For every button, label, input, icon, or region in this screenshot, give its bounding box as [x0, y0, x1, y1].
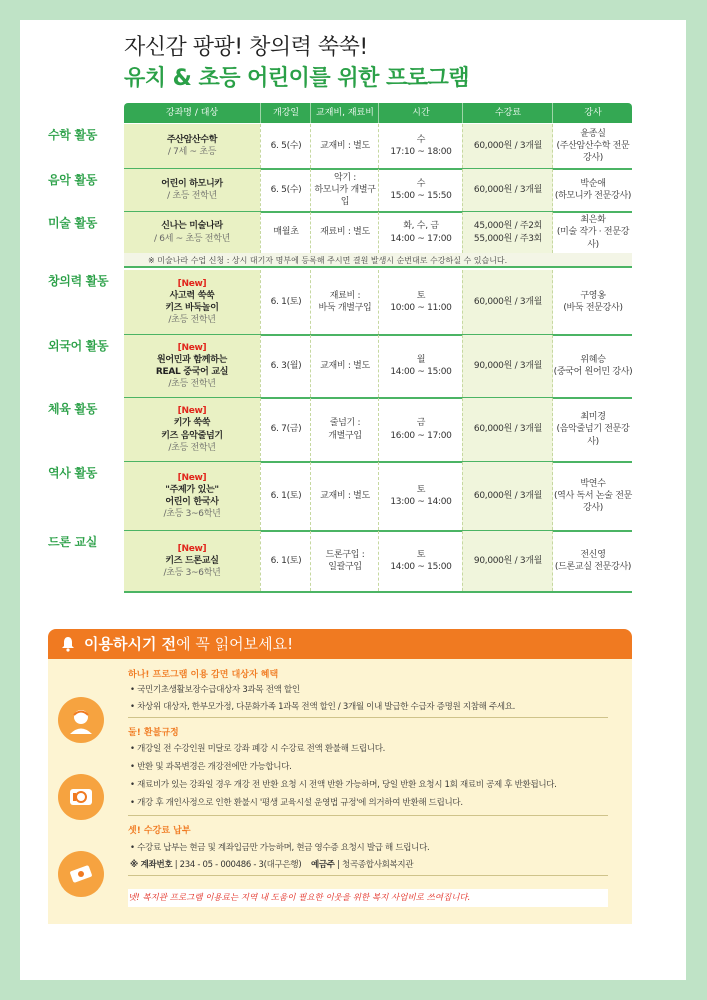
section2-item: • 반환 및 과목변경은 개강전에만 가능합니다.: [130, 762, 292, 772]
material-text: 재료비 : 별도: [320, 227, 370, 238]
section3-item: • 수강료 납부는 현금 및 계좌입금만 가능하며, 현금 영수증 요청시 발급 해 드립니다.: [130, 843, 430, 853]
money-icon: [58, 851, 104, 897]
start-cell: [260, 462, 311, 530]
teacher-text: (역사 독서 논술 전문강사): [553, 490, 633, 514]
category-label: 미술 활동: [48, 216, 98, 230]
teacher-cell: [552, 462, 633, 530]
time-cell: [378, 398, 463, 461]
header-name: 강좌명 / 대상: [165, 108, 219, 118]
teacher-text: (드론교실 전문강사): [554, 562, 632, 572]
fee-text: 90,000원 / 3개월: [473, 360, 543, 371]
course-cell: [124, 124, 260, 168]
fee-text: 45,000원 / 주2회: [473, 221, 543, 232]
fee-text: 60,000원 / 3개월: [473, 184, 543, 195]
divider: [128, 717, 608, 718]
new_badge-text: [New]: [177, 342, 207, 353]
name-text: 키즈 바둑놀이: [165, 303, 219, 313]
table-row: [124, 270, 632, 336]
category-label: 수학 활동: [48, 128, 98, 142]
name-text: 사고력 쑥쑥: [169, 290, 215, 301]
material-text: 교재비 : 별도: [320, 360, 370, 371]
category-label: 체육 활동: [48, 402, 98, 416]
category-label: 드론 교실: [48, 535, 98, 549]
teacher-text: (주산암산수학 전문강사): [556, 140, 630, 164]
name-text: 신나는 미술나라: [161, 221, 223, 232]
material-text: 개별구입: [328, 430, 362, 441]
table-row: [124, 169, 632, 213]
teacher-text: 최미경: [580, 412, 606, 423]
time-text: 17:10 ~ 18:00: [390, 147, 452, 157]
course-cell: [124, 335, 260, 397]
section1-item: • 차상위 대상자, 한부모가정, 다문화가족 1과목 전액 할인 / 3개월 이내 발급한 수급자 증명원 지참해 주세요.: [130, 702, 516, 712]
new_badge-text: [New]: [177, 278, 207, 289]
teacher-cell: [552, 124, 633, 168]
start-cell: [260, 124, 311, 168]
target-text: /초등 전학년: [168, 315, 216, 326]
start-cell: [260, 335, 311, 397]
target-text: /초등 전학년: [168, 442, 216, 453]
teacher-cell: [552, 335, 633, 397]
material-cell: [310, 398, 379, 461]
teacher-text: (중국어 원어민 강사): [553, 367, 633, 377]
section2-heading: 둘! 환불규정: [128, 728, 179, 738]
fee-cell: [462, 212, 553, 253]
time-text: 14:00 ~ 17:00: [390, 233, 452, 244]
category-label: 창의력 활동: [48, 274, 109, 288]
time-cell: [378, 335, 463, 397]
material-text: 일괄구입: [328, 562, 362, 572]
fee-cell: [462, 335, 553, 397]
table-header: [124, 103, 632, 123]
teacher-text: 박순애: [580, 178, 606, 189]
time-text: 14:00 ~ 15:00: [390, 562, 452, 572]
start-cell: [260, 531, 311, 591]
time-text: 토: [416, 484, 426, 495]
material-text: 줄넘기 :: [329, 418, 361, 429]
material-cell: [310, 124, 379, 168]
course-cell: [124, 169, 260, 211]
start-text: 6. 5(수): [270, 140, 302, 151]
section3-heading: 셋! 수강료 납부: [128, 826, 191, 836]
section2-item: • 개강일 전 수강인원 미달로 강좌 폐강 시 수강료 전액 환불해 드립니다.: [130, 744, 386, 754]
table-row: [124, 212, 632, 255]
start-text: 6. 1(토): [270, 490, 302, 501]
material-cell: [310, 462, 379, 530]
teacher-text: (미술 작가 · 전문강사): [556, 227, 630, 250]
start-text: 6. 7(금): [270, 424, 302, 435]
teacher-text: (바둑 전문강사): [563, 303, 623, 313]
course-cell: [124, 462, 260, 530]
target-text: /초등 전학년: [168, 379, 216, 390]
time-cell: [378, 169, 463, 211]
category-label: 음악 활동: [48, 173, 98, 187]
time-text: 15:00 ~ 15:50: [390, 191, 452, 201]
name-text: 어린이 하모니카: [161, 178, 223, 189]
category-label: 외국어 활동: [48, 339, 109, 353]
start-cell: [260, 169, 311, 211]
course-cell: [124, 531, 260, 591]
section2-item: • 개강 후 개인사정으로 인한 환불시 '평생 교육시설 운영법 규정'에 의거하여 반환해 드립니다.: [130, 798, 463, 808]
fee-cell: [462, 531, 553, 591]
time-text: 월: [416, 354, 426, 365]
start-cell: [260, 270, 311, 334]
teacher-cell: [552, 169, 633, 211]
course-cell: [124, 212, 260, 253]
time-text: 16:00 ~ 17:00: [390, 430, 452, 441]
fee-cell: [462, 124, 553, 168]
notice-box: [48, 659, 632, 924]
time-cell: [378, 270, 463, 334]
notice-title: 이용하시기 전에 꼭 읽어보세요!: [84, 635, 294, 653]
final-note: 넷! 복지관 프로그램 이용료는 지역 내 도움이 필요한 이웃을 위한 복지 사업비로 쓰여집니다.: [128, 889, 608, 907]
material-text: 악기 :: [333, 172, 357, 183]
name-text: 주산암산수학: [166, 134, 218, 145]
time-cell: [378, 212, 463, 253]
teacher-cell: [552, 270, 633, 334]
new_badge-text: [New]: [177, 472, 207, 483]
start-cell: [260, 212, 311, 253]
time-text: 10:00 ~ 11:00: [390, 303, 452, 313]
section1-heading: 하나! 프로그램 이용 감면 대상자 혜택: [128, 670, 279, 680]
start-text: 6. 1(토): [270, 296, 302, 307]
new_badge-text: [New]: [177, 543, 207, 554]
table-row: [124, 124, 632, 170]
fee-cell: [462, 398, 553, 461]
target-text: / 7세 ~ 초등: [167, 147, 217, 157]
teacher-cell: [552, 212, 633, 253]
fee-text: 60,000원 / 3개월: [473, 490, 543, 501]
divider: [128, 815, 608, 816]
teacher-text: 위혜승: [580, 354, 606, 365]
teacher-text: 윤종실: [580, 128, 606, 139]
teacher-text: (음악줄넘기 전문강사): [556, 424, 630, 447]
material-text: 교재비 : 별도: [320, 140, 370, 151]
category-label: 역사 활동: [48, 466, 98, 480]
time-text: 13:00 ~ 14:00: [390, 497, 452, 507]
account-info: ※ 계좌번호 | 234 - 05 - 000486 - 3(대구은행) 예금주 | 청곡종합사회복지관: [130, 860, 414, 870]
material-cell: [310, 335, 379, 397]
material-text: 드론구입 :: [325, 549, 365, 560]
table-note: ※ 미술나라 수업 신청 : 상시 대기자 명부에 등록해 주시면 결원 발생시 순번대로 수강하실 수 있습니다.: [124, 253, 632, 268]
material-cell: [310, 169, 379, 211]
start-cell: [260, 398, 311, 461]
headline: 자신감 팡팡! 창의력 쑥쑥!: [124, 35, 368, 60]
fee-cell: [462, 169, 553, 211]
new_badge-text: [New]: [177, 406, 207, 417]
name-text: 키가 쑥쑥: [173, 418, 211, 429]
header-start: 개강일: [260, 103, 311, 123]
subheadline: 유치 & 초등 어린이를 위한 프로그램: [124, 66, 470, 91]
material-cell: [310, 212, 379, 253]
start-text: 매월초: [273, 227, 299, 238]
teacher-text: 박연수: [580, 478, 606, 489]
name-text: 어린이 한국사: [165, 497, 219, 507]
course-cell: [124, 270, 260, 334]
material-text: 교재비 : 별도: [320, 490, 370, 501]
material-text: 하모니카 개별구입: [314, 184, 376, 208]
start-text: 6. 1(토): [270, 555, 302, 566]
start-text: 6. 3(월): [270, 360, 302, 371]
time-text: 14:00 ~ 15:00: [390, 367, 452, 377]
name-text: REAL 중국어 교실: [155, 367, 229, 377]
name-text: 원어민과 함께하는: [157, 354, 227, 365]
fee-text: 90,000원 / 3개월: [473, 555, 543, 566]
material-cell: [310, 531, 379, 591]
name-text: 키즈 드론교실: [165, 555, 219, 566]
material-text: 바둑 개별구입: [318, 303, 372, 313]
teacher-cell: [552, 531, 633, 591]
time-text: 수: [416, 134, 426, 145]
time-text: 토: [416, 549, 426, 560]
time-cell: [378, 124, 463, 168]
section2-item: • 재료비가 있는 강좌일 경우 개강 전 반환 요청 시 전액 반환 가능하며, 당일 반환 요청시 1회 재료비 공제 후 반환됩니다.: [130, 780, 557, 790]
name-text: "주제가 있는": [165, 484, 219, 495]
fee-text: 55,000원 / 주3회: [473, 233, 543, 244]
target-text: /초등 3~6학년: [163, 509, 221, 520]
notice-header: [48, 629, 632, 659]
table-row: [124, 462, 632, 532]
target-text: /초등 3~6학년: [163, 568, 221, 579]
material-cell: [310, 270, 379, 334]
fee-text: 60,000원 / 3개월: [473, 296, 543, 307]
teacher-text: (하모니카 전문강사): [554, 191, 632, 201]
teacher-text: 전신영: [580, 549, 606, 560]
time-text: 화, 수, 금: [403, 221, 439, 232]
time-cell: [378, 462, 463, 530]
header-material: 교재비, 재료비: [310, 103, 379, 123]
start-text: 6. 5(수): [270, 184, 302, 195]
header-time: 시간: [378, 103, 463, 123]
table-row: [124, 335, 632, 399]
fee-text: 60,000원 / 3개월: [473, 424, 543, 435]
fee-text: 60,000원 / 3개월: [473, 140, 543, 151]
header-teacher: 강사: [552, 103, 633, 123]
person-icon: [58, 697, 104, 743]
time-text: 수: [416, 178, 426, 189]
table-row: [124, 531, 632, 593]
teacher-cell: [552, 398, 633, 461]
header-fee: 수강료: [462, 103, 553, 123]
divider: [128, 875, 608, 876]
section1-item: • 국민기초생활보장수급대상자 3과목 전액 할인: [130, 685, 300, 695]
target-text: / 초등 전학년: [167, 191, 217, 201]
teacher-text: 최은화: [580, 215, 606, 226]
time-cell: [378, 531, 463, 591]
course-cell: [124, 398, 260, 461]
name-text: 키즈 음악줄넘기: [161, 430, 223, 441]
bell-icon: [60, 636, 76, 652]
time-text: 금: [416, 418, 426, 429]
fee-cell: [462, 270, 553, 334]
fee-cell: [462, 462, 553, 530]
target-text: / 6세 ~ 초등 전학년: [153, 233, 230, 244]
material-text: 재료비 :: [329, 290, 361, 301]
time-text: 토: [416, 290, 426, 301]
refund-icon: [58, 774, 104, 820]
table-row: [124, 398, 632, 463]
teacher-text: 구영옹: [580, 290, 606, 301]
